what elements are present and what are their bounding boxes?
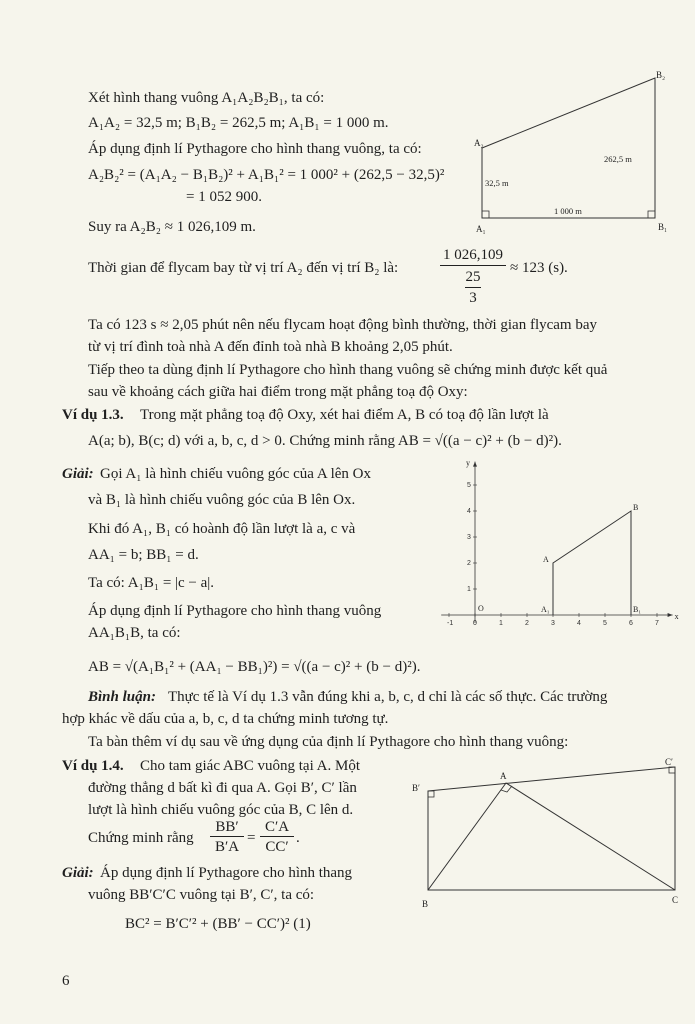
point-A1-label: A₁ (541, 605, 550, 614)
base-label-1000: 1 000 m (554, 206, 582, 216)
text-line: AA₁B₁B, ta có: (88, 625, 181, 641)
ratio-left-bar (210, 836, 244, 837)
y-axis-label: y (466, 458, 470, 468)
origin-label: O (478, 604, 484, 613)
label-B2: B₂ (656, 70, 666, 80)
text-line: Chứng minh rằng (88, 830, 194, 846)
text-line: Áp dụng định lí Pythagore cho hình thang (100, 865, 353, 881)
text-line: Ta có 123 s ≈ 2,05 phút nên nếu flycam hoạt động bình thường, thời gian flycam bay (88, 317, 597, 333)
text-line: Ta có: A₁B₁ = |c − a|. (88, 575, 215, 591)
x-tick-label: 2 (525, 620, 529, 627)
fraction-numerator: 1 026,109 (443, 247, 503, 263)
comment-heading: Bình luận: (88, 689, 156, 705)
ratio-left-numerator: BB′ (215, 819, 239, 835)
label-A2: A₂ (474, 138, 484, 148)
x-tick-label: 7 (655, 620, 659, 627)
text-line: lượt là hình chiếu vuông góc của B, C lên d. (88, 802, 354, 818)
right-angle-mark (482, 211, 489, 218)
y-tick-label: 4 (467, 508, 471, 515)
x-tick-label: 0 (473, 620, 477, 627)
point-B1-label: B₁ (633, 605, 642, 614)
side-label-262: 262,5 m (604, 154, 632, 164)
trapezoid-AA1B1B (553, 511, 631, 615)
y-tick-label: 5 (467, 482, 471, 489)
text-line: Gọi A₁ là hình chiếu vuông góc của A lên Ox (100, 466, 372, 482)
ratio-end: . (296, 830, 300, 846)
x-tick-label: 3 (551, 620, 555, 627)
x-axis-label: x (674, 612, 679, 621)
formula-line: A(a; b), B(c; d) với a, b, c, d > 0. Chứng minh rằng AB = √((a − c)² + (b − d)²). (88, 433, 562, 449)
label-Cprime: C′ (665, 757, 673, 767)
text-line: Áp dụng định lí Pythagore cho hình thang vuông (88, 603, 382, 619)
fraction-inner-bar (465, 287, 481, 288)
label-A1: A₁ (476, 224, 486, 234)
example-heading: Ví dụ 1.3. (62, 407, 124, 423)
y-tick-label: 1 (467, 586, 471, 593)
text-line: Khi đó A₁, B₁ có hoành độ lần lượt là a, c và (88, 521, 356, 537)
text-line: Trong mặt phẳng toạ độ Oxy, xét hai điểm A, B có toạ độ lần lượt là (140, 407, 549, 423)
coordinate-plot (441, 459, 678, 627)
example-heading: Ví dụ 1.4. (62, 758, 124, 774)
x-tick-label: 4 (577, 620, 581, 627)
label-C: C (672, 895, 679, 905)
text-line: vuông BB′C′C vuông tại B′, C′, ta có: (88, 887, 315, 903)
text-line: Áp dụng định lí Pythagore cho hình thang vuông, ta có: (88, 141, 422, 157)
right-angle-mark (428, 791, 434, 797)
y-axis-arrow (473, 462, 477, 467)
text-line: Thực tế là Ví dụ 1.3 vẫn đúng khi a, b, c, d chỉ là các số thực. Các trường (168, 689, 608, 705)
text-line: hợp khác về dấu của a, b, c, d ta chứng minh tương tự. (62, 711, 389, 727)
triangle-figure (410, 755, 690, 915)
side-label-32: 32,5 m (485, 178, 509, 188)
solution-heading: Giải: (62, 865, 94, 881)
point-A-label: A (543, 555, 549, 564)
y-tick-label: 2 (467, 560, 471, 567)
x-tick-label: 5 (603, 620, 607, 627)
text-line: Suy ra A₂B₂ ≈ 1 026,109 m. (88, 219, 256, 235)
text-line: từ vị trí đình toà nhà A đến đỉnh toà nhà B khoảng 2,05 phút. (88, 339, 453, 355)
point-B-label: B (633, 503, 639, 512)
formula-line: A₂B₂² = (A₁A₂ − B₁B₂)² + A₁B₁² = 1 000² + (262,5 − 32,5)² (88, 167, 445, 183)
x-axis-arrow (668, 613, 673, 617)
text-line: Ta bàn thêm ví dụ sau về ứng dụng của định lí Pythagore cho hình thang vuông: (88, 734, 569, 750)
label-Bprime: B′ (412, 783, 420, 793)
right-angle-mark (648, 211, 655, 218)
text-line: Thời gian để flycam bay từ vị trí A₂ đến vị trí B₂ là: (88, 260, 399, 276)
ratio-right-denominator: CC′ (265, 839, 289, 855)
fraction-bar (440, 265, 506, 266)
label-A: A (500, 771, 507, 781)
ratio-left-denominator: B′A (214, 839, 240, 855)
x-tick-label: 6 (629, 620, 633, 627)
formula-line: BC² = B′C′² + (BB′ − CC′)² (1) (125, 916, 311, 932)
text-line: AA₁ = b; BB₁ = d. (88, 547, 199, 563)
solution-heading: Giải: (62, 466, 94, 482)
trapezoid-figure (470, 70, 685, 235)
fraction-denominator-den: 3 (469, 290, 477, 306)
ratio-right-numerator: C′A (264, 819, 290, 835)
page-number: 6 (62, 973, 70, 989)
formula-line: = 1 052 900. (186, 189, 262, 205)
x-tick-label: -1 (447, 620, 454, 627)
text-line: sau về khoảng cách giữa hai điểm trong mặt phẳng toạ độ Oxy: (88, 384, 468, 400)
coordinate-figure (435, 455, 685, 635)
text-line: Cho tam giác ABC vuông tại A. Một (140, 758, 360, 774)
fraction-denominator-num: 25 (465, 269, 481, 285)
formula-line: AB = √(A₁B₁² + (AA₁ − BB₁)²) = √((a − c)² + (b − d)²). (88, 659, 421, 675)
text-line: Tiếp theo ta dùng định lí Pythagore cho hình thang vuông sẽ chứng minh được kết quả (88, 362, 608, 378)
text-line: A₁A₂ = 32,5 m; B₁B₂ = 262,5 m; A₁B₁ = 1 000 m. (88, 115, 389, 131)
ratio-right-bar (260, 836, 294, 837)
ratio-equals: = (247, 830, 256, 846)
text-line: và B₁ là hình chiếu vuông góc của B lên Ox. (88, 492, 356, 508)
y-tick-label: 3 (467, 534, 471, 541)
trapezoid-BBCC (428, 767, 675, 890)
label-B: B (422, 899, 429, 909)
triangle-ABC (428, 783, 675, 890)
trapezoid-shape (482, 78, 655, 218)
x-tick-label: 1 (499, 620, 503, 627)
text-line: đường thẳng d bất kì đi qua A. Gọi B′, C′ lần (88, 780, 357, 796)
label-B1: B₁ (658, 222, 668, 232)
text-line: Xét hình thang vuông A₁A₂B₂B₁, ta có: (88, 90, 325, 106)
fraction-result: ≈ 123 (s). (510, 260, 568, 276)
